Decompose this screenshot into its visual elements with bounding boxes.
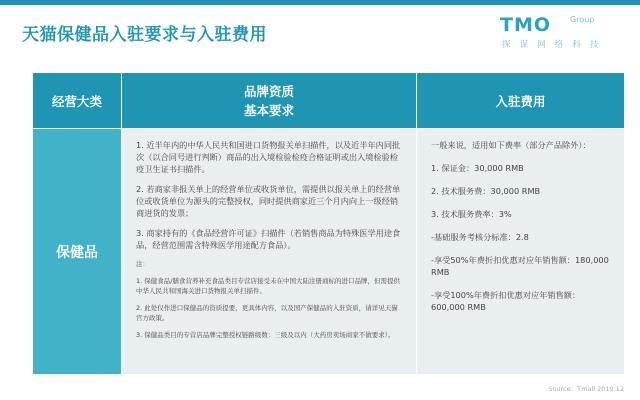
fee-item: 2. 技术服务费：30,000 RMB xyxy=(431,186,541,196)
fees-cell xyxy=(417,129,625,375)
fee-item: -基础服务考核分标准：2.8 xyxy=(431,232,529,242)
requirement-item: 2. 若商家非报关单上的经营单位或收货单位，需提供以报关单上的经营单位或收货单位为源头的完整授权，同时提供商家近三个月内向上一级经销商进货的发票； xyxy=(136,184,401,218)
category-cell: 保健品 xyxy=(33,129,122,375)
source-note: Source：Tmall 2019.12 xyxy=(548,385,624,393)
top-accent-bar xyxy=(0,0,640,5)
note-item: 2. 此处仅作进口保健品的资质提要，更具体内容，以及国产保健品的入驻资质，请详见天猫官方政策。 xyxy=(136,304,398,322)
page-title: 天猫保健品入驻要求与入驻费用 xyxy=(22,25,267,45)
header-requirements-line1: 品牌资质 xyxy=(243,83,294,99)
header-requirements-line2: 基本要求 xyxy=(243,102,294,118)
fee-item: -享受100%年费折扣优惠对应年销售额：600,000 RMB xyxy=(431,290,581,312)
header-requirements xyxy=(122,73,417,129)
requirement-item: 1. 近半年内的中华人民共和国进口货物报关单扫描件，以及近半年内同批次（以合同号进行判断）商品的出入境检验检疫合格证明或出入境检验检疫卫生证书扫描件。 xyxy=(136,140,401,174)
header-category: 经营大类 xyxy=(33,73,122,129)
table-header-row xyxy=(33,73,625,129)
fee-item: 1. 保证金：30,000 RMB xyxy=(431,163,524,173)
header-fees: 入驻费用 xyxy=(417,73,625,129)
logo-subtitle: 探 谋 网 络 科 技 xyxy=(502,40,602,50)
company-logo xyxy=(500,14,625,48)
requirement-item: 3. 商家持有的《食品经营许可证》扫描件（若销售商品为特殊医学用途食品，经营范围需含特殊医学用途配方食品）。 xyxy=(136,228,401,250)
note-item: 1. 保健食品/膳食营养补充食品类目专营店接受未在中国大陆注册商标的进口品牌，但需提供中华人民共和国海关进口货物报关单扫描件。 xyxy=(136,277,400,295)
notes-label: 注： xyxy=(136,260,149,268)
table-row xyxy=(33,129,625,375)
logo-mark: TMO xyxy=(500,14,552,36)
note-item: 3. 保健品类目的专营店品牌完整授权链路级数：三级及以内（大药房卖场商家不做要求）。 xyxy=(136,331,395,339)
fee-item: -享受50%年费折扣优惠对应年销售额：180,000 RMB xyxy=(431,255,609,277)
requirements-table xyxy=(32,72,625,375)
fee-item: 3. 技术服务费率：3% xyxy=(431,209,512,219)
logo-group-label: Group xyxy=(570,15,595,24)
fee-item: 一般来说，适用如下费率（部分产品除外）： xyxy=(431,140,591,150)
requirements-cell xyxy=(122,129,417,375)
